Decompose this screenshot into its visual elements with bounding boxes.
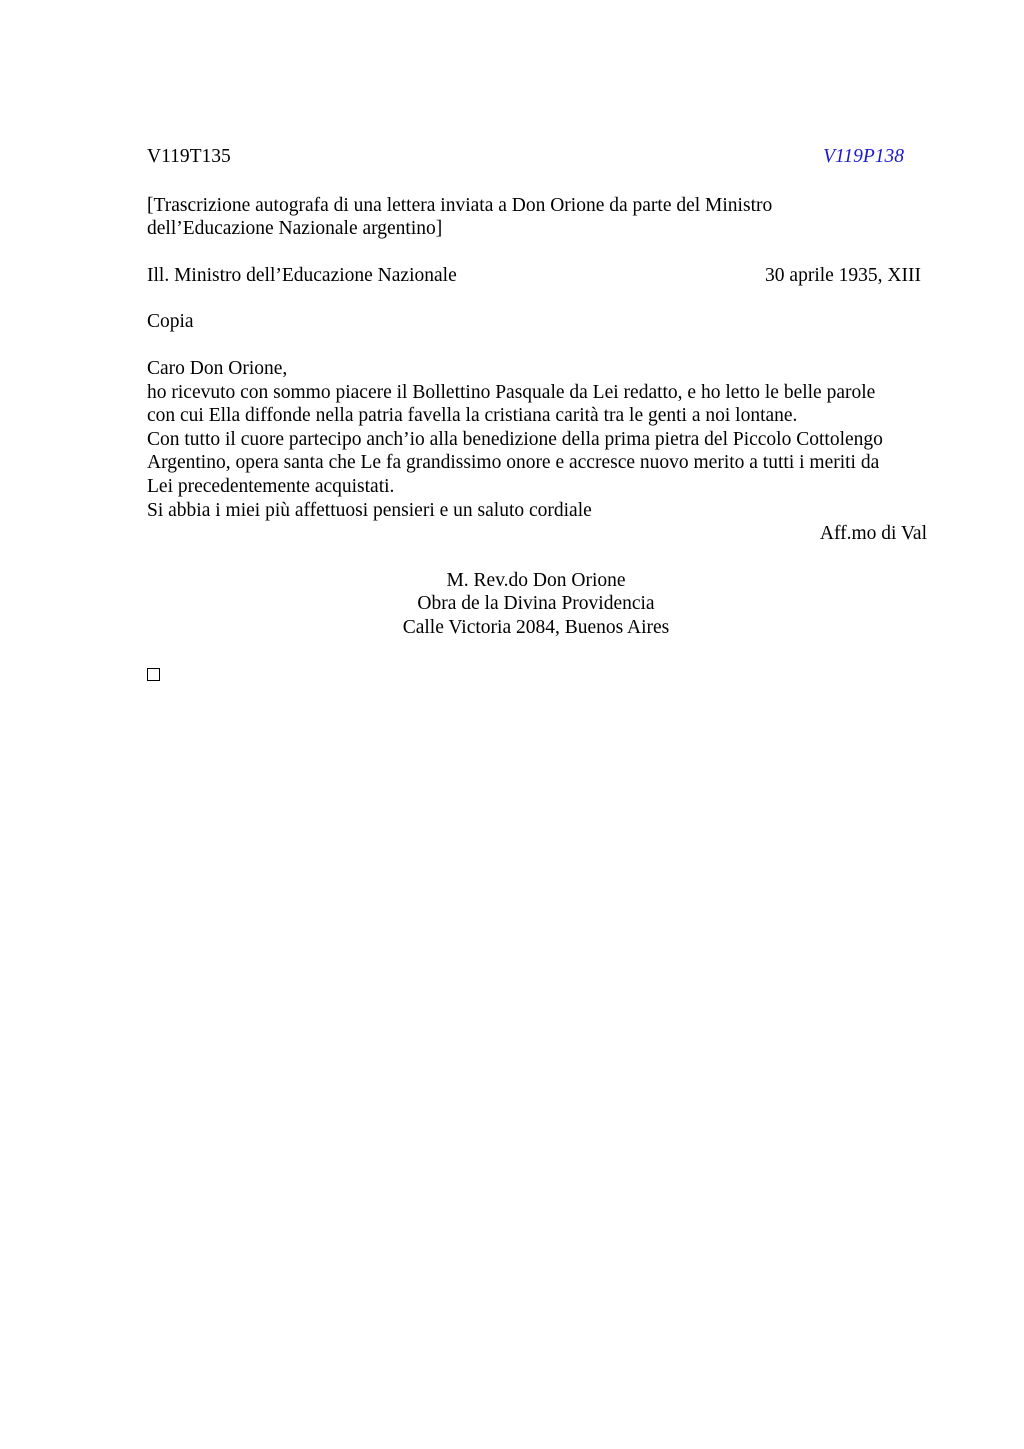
copy-label xyxy=(147,310,927,334)
note-line: dell’Educazione Nazionale argentino] xyxy=(147,218,443,240)
letter-line: Lei precedentemente acquistati. xyxy=(147,475,395,497)
address-line: M. Rev.do Don Orione xyxy=(446,569,626,591)
letter-line: con cui Ella diffonde nella patria favella la cristiana carità tra le genti a noi lontane. xyxy=(147,405,798,427)
letter-line: ho ricevuto con sommo piacere il Bollettino Pasquale da Lei redatto, e ho letto le belle parole xyxy=(147,381,876,403)
letter-body xyxy=(147,357,927,546)
address-line: Obra de la Divina Providencia xyxy=(417,593,655,615)
document-page xyxy=(147,145,927,681)
empty-checkbox-icon xyxy=(147,668,160,681)
editorial-note xyxy=(147,194,927,241)
copy-label-text: Copia xyxy=(147,311,194,333)
letter-line: Argentino, opera santa che Le fa grandissimo onore e accresce nuovo merito a tutti i meriti da xyxy=(147,452,880,474)
letter-line: Con tutto il cuore partecipo anch’io alla benedizione della prima pietra del Piccolo Cottolengo xyxy=(147,428,883,450)
note-line: [Trascrizione autografa di una lettera inviata a Don Orione da parte del Ministro xyxy=(147,194,773,216)
sender-row xyxy=(147,264,927,288)
letter-salutation: Caro Don Orione, xyxy=(147,357,288,379)
doc-code-right-link[interactable]: V119P138 xyxy=(823,146,904,167)
sender-name: Ill. Ministro dell’Educazione Nazionale xyxy=(147,264,457,286)
letter-line: Si abbia i miei più affettuosi pensieri e un saluto cordiale xyxy=(147,499,592,521)
letter-date: 30 aprile 1935, XIII xyxy=(765,264,921,286)
document-header xyxy=(147,145,927,169)
recipient-address xyxy=(147,569,925,640)
address-line: Calle Victoria 2084, Buenos Aires xyxy=(402,616,670,638)
doc-code-left: V119T135 xyxy=(147,146,231,167)
letter-signature: Aff.mo di Val xyxy=(819,523,927,545)
